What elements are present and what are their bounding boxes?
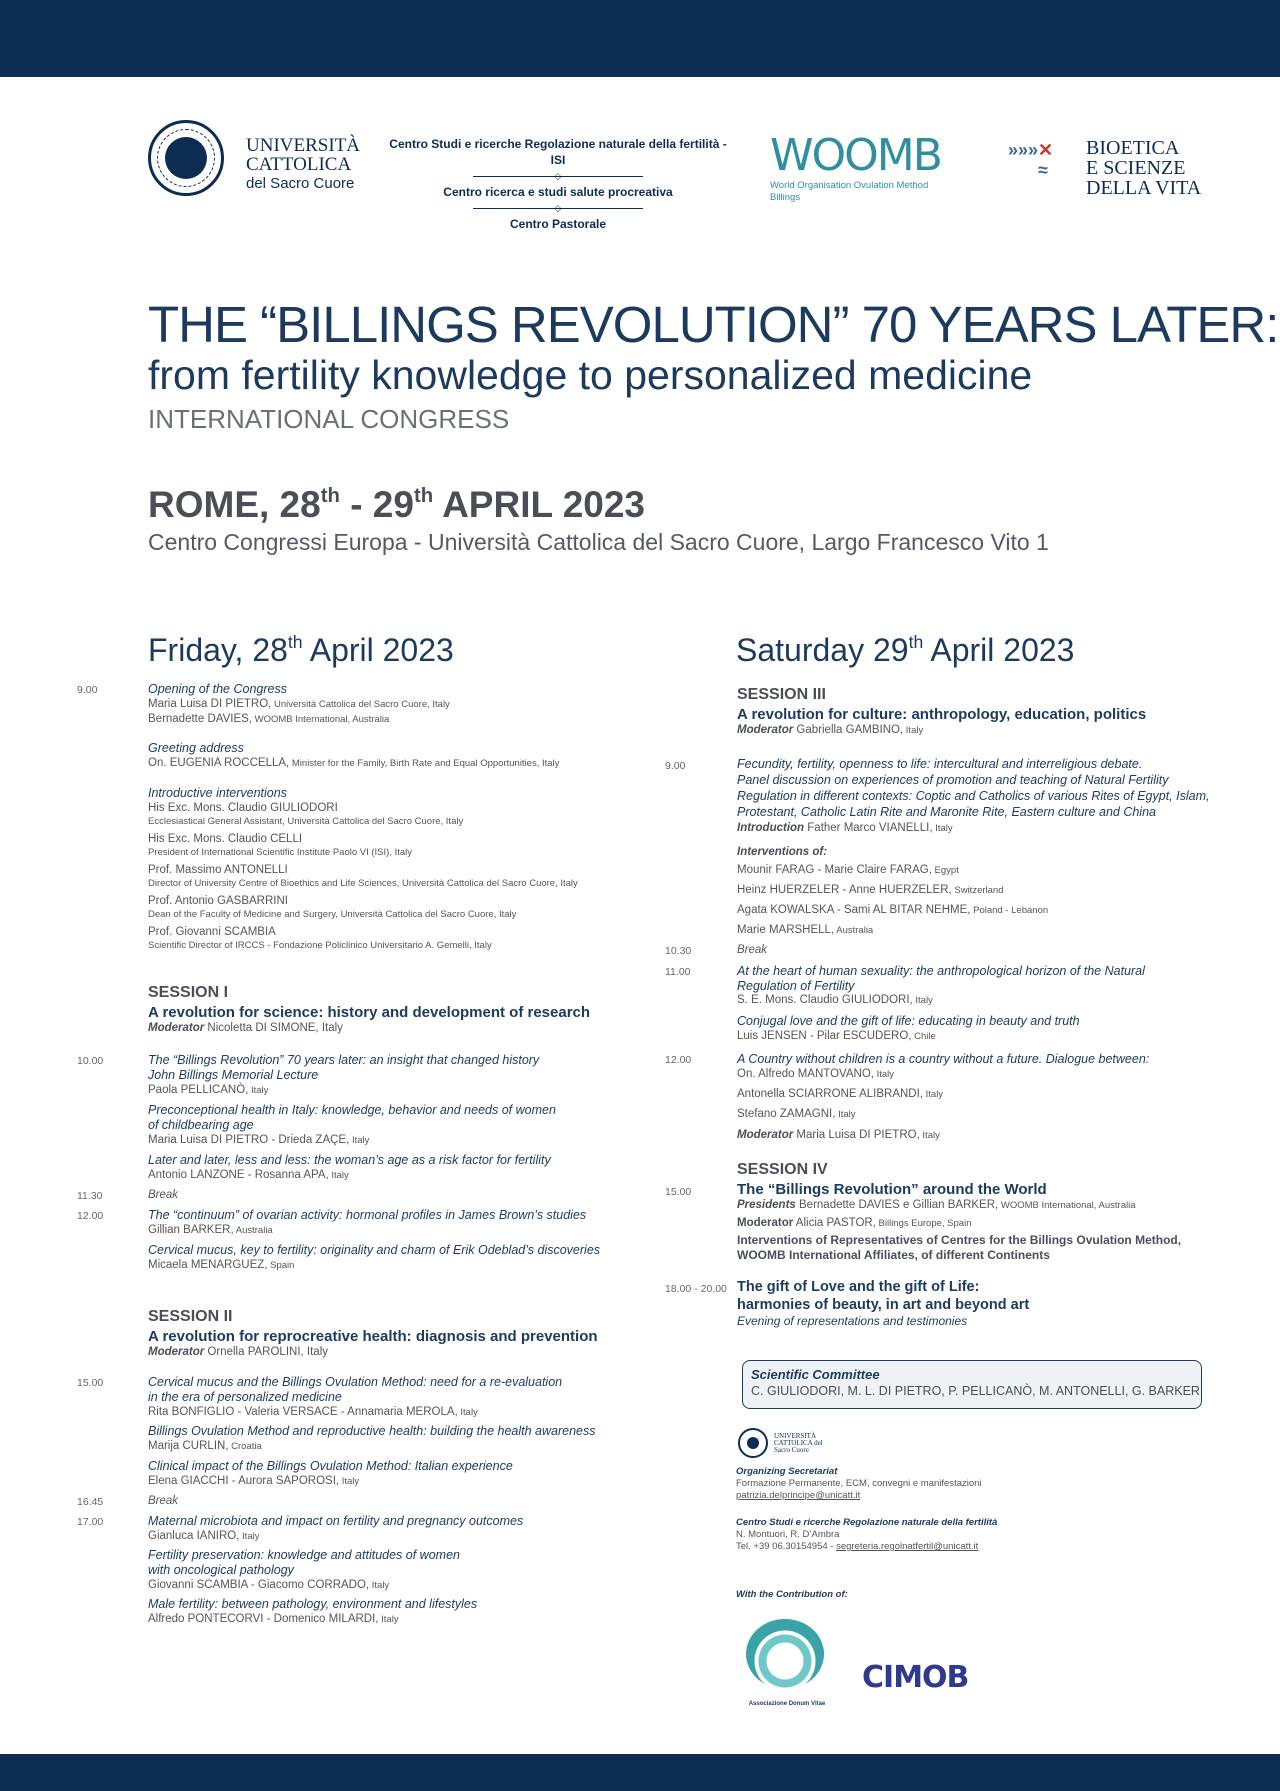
affiliation: Director of University Centre of Bioethics and Life Sciences, Università Cattolica del Sacro Cuore, Italy (148, 878, 578, 889)
session-title: A revolution for culture: anthropology, education, politics (737, 706, 1147, 723)
break-label: Break (148, 1189, 179, 1201)
secretariat-email[interactable]: patrizia.delprincipe@unicatt.it (736, 1490, 861, 1501)
talk-title: Preconceptional health in Italy: knowledge, behavior and needs of women (148, 1103, 556, 1117)
congress-venue: Centro Congressi Europa - Università Cattolica del Sacro Cuore, Largo Francesco Vito 1 (148, 529, 1049, 555)
presidents: Presidents Bernadette DAVIES e Gillian BARKER, WOOMB International, Australia (737, 1199, 1136, 1211)
moderator: Moderator Ornella PAROLINI, Italy (148, 1346, 329, 1358)
bottom-band (0, 1754, 1280, 1791)
research-centre-contacts: Tel. +39 06.30154954 - segreteria.regolnatfertil@unicatt.it (736, 1541, 979, 1552)
speaker: On. EUGENIA ROCCELLA, Minister for the Family, Birth Rate and Equal Opportunities, Italy (148, 757, 560, 769)
committee-heading: Scientific Committee (751, 1367, 880, 1382)
session-title: The “Billings Revolution” around the World (737, 1181, 1047, 1198)
ucsc-seal-icon (148, 120, 224, 196)
time-label: 18.00 - 20.00 (665, 1283, 727, 1295)
break-label: Break (148, 1495, 179, 1507)
introduction: Introduction Father Marco VIANELLI, Italy (737, 822, 953, 834)
top-band (0, 0, 1280, 77)
talk-title: The “Billings Revolution” 70 years later: an insight that changed history (148, 1053, 540, 1067)
speaker: Marie MARSHELL, Australia (737, 924, 874, 936)
moderator: Moderator Maria Luisa DI PIETRO, Italy (737, 1129, 940, 1141)
congress-subtitle: from fertility knowledge to personalized medicine (148, 352, 1033, 398)
speaker: Alfredo PONTECORVI - Domenico MILARDI, Italy (148, 1613, 399, 1625)
speaker: Agata KOWALSKA - Sami AL BITAR NEHME, Poland - Lebanon (737, 904, 1049, 916)
speaker: Gianluca IANIRO, Italy (148, 1530, 260, 1542)
talk-title: Cervical mucus and the Billings Ovulation Method: need for a re-evaluation (148, 1375, 563, 1389)
speaker: Rita BONFIGLIO - Valeria VERSACE - Annamaria MEROLA, Italy (148, 1406, 478, 1418)
speaker: Prof. Giovanni SCAMBIA (148, 926, 276, 938)
bioetica-arrows-icon: »»»✕ ≈ (1008, 140, 1054, 180)
talk-title: Male fertility: between pathology, environment and lifestyles (148, 1597, 478, 1611)
secretariat-block (736, 1466, 982, 1502)
speaker: His Exc. Mons. Claudio GIULIODORI (148, 802, 338, 814)
divider (388, 200, 728, 216)
session-label: SESSION IV (737, 1161, 828, 1178)
talk-title: Later and later, less and less: the woman’s age as a risk factor for fertility (148, 1153, 551, 1167)
speaker: Antonio LANZONE - Rosanna APA, Italy (148, 1169, 349, 1181)
time-label: 11.00 (665, 966, 691, 978)
talk-title: Opening of the Congress (148, 682, 287, 696)
friday-heading: Friday, 28th April 2023 (148, 631, 454, 668)
scientific-committee-box (742, 1360, 1202, 1409)
time-label: 12.00 (665, 1054, 692, 1066)
research-centre-heading: Centro Studi e ricerche Regolazione naturale della fertilità (736, 1517, 998, 1528)
time-label: 10.30 (665, 945, 692, 957)
speaker: Prof. Antonio GASBARRINI (148, 895, 288, 907)
talk-title: Clinical impact of the Billings Ovulation Method: Italian experience (148, 1459, 513, 1473)
talk-title: Billings Ovulation Method and reproductive health: building the health awareness (148, 1424, 596, 1438)
talk-title: Introductive interventions (148, 786, 287, 800)
session-label: SESSION III (737, 686, 826, 703)
talk-title: Conjugal love and the gift of life: educating in beauty and truth (737, 1014, 1080, 1028)
session-label: SESSION I (148, 984, 229, 1001)
time-label: 16.45 (77, 1496, 104, 1508)
speaker: Micaela MENARGUEZ, Spain (148, 1259, 295, 1271)
session-title: A revolution for science: history and development of research (148, 1004, 591, 1021)
affiliation: Dean of the Faculty of Medicine and Surgery, Università Cattolica del Sacro Cuore, Italy (148, 909, 517, 920)
woomb-tagline: World Organisation Ovulation Method Billings (770, 180, 929, 203)
saturday-heading: Saturday 29th April 2023 (736, 631, 1075, 668)
time-label: 15.00 (77, 1377, 104, 1389)
speaker: Elena GIACCHI - Aurora SAPOROSI, Italy (148, 1475, 360, 1487)
evening-title: harmonies of beauty, in art and beyond art (737, 1297, 1030, 1313)
speaker: Luis JENSEN - Pilar ESCUDERO, Chile (737, 1030, 936, 1042)
ucsc-small-logo (738, 1428, 858, 1462)
moderator: Moderator Gabriella GAMBINO, Italy (737, 724, 924, 736)
woomb-mark: WOOMB (770, 130, 941, 181)
time-label: 9.00 (665, 760, 686, 772)
talk-title: The “continuum” of ovarian activity: hormonal profiles in James Brown’s studies (148, 1208, 587, 1222)
session-title: A revolution for reprocreative health: diagnosis and prevention (148, 1328, 598, 1345)
break-label: Break (737, 944, 768, 956)
time-label: 12.00 (77, 1210, 104, 1222)
speaker: Maria Luisa DI PIETRO, Università Cattolica del Sacro Cuore, Italy (148, 698, 450, 710)
committee-members: C. GIULIODORI, M. L. DI PIETRO, P. PELLICANÒ, M. ANTONELLI, G. BARKER (751, 1384, 1200, 1398)
talk-title: John Billings Memorial Lecture (148, 1068, 319, 1082)
talk-title: Fecundity, fertility, openness to life: intercultural and interreligious debate. (737, 757, 1143, 771)
centre-pastoral: Centro Pastorale (509, 217, 607, 231)
talk-title: Regulation of Fertility (737, 979, 855, 993)
research-centre-names: N. Montuori, R. D’Ambra (736, 1529, 840, 1540)
speaker: Mounir FARAG - Marie Claire FARAG, Egypt (737, 864, 959, 876)
contribution-label: With the Contribution of: (736, 1589, 848, 1600)
talk-title: Protestant, Catholic Latin Rite and Maronite Rite, Eastern culture and China (737, 805, 1156, 819)
speaker: Heinz HUERZELER - Anne HUERZELER, Switzerland (737, 884, 1004, 896)
woomb-logo (770, 130, 960, 203)
talk-title: Greeting address (148, 741, 244, 755)
time-label: 10.00 (77, 1055, 104, 1067)
affiliation: Ecclesiastical General Assistant, Università Cattolica del Sacro Cuore, Italy (148, 816, 464, 827)
moderator: Moderator Nicoletta DI SIMONE, Italy (148, 1022, 343, 1034)
time-label: 9.00 (77, 684, 98, 696)
speaker: Paola PELLICANÒ, Italy (148, 1084, 269, 1096)
interventions-label: Interventions of: (737, 846, 828, 858)
ucsc-small-seal-icon (738, 1428, 768, 1458)
evening-subtitle: Evening of representations and testimonies (737, 1314, 968, 1328)
session-label: SESSION II (148, 1308, 233, 1325)
speaker: Marija CURLIN, Croatia (148, 1440, 262, 1452)
talk-title: Regulation in different contexts: Coptic and Catholics of various Rites of Egypt, Islam, (737, 789, 1210, 803)
ucsc-small-wordmark: UNIVERSITÀ CATTOLICA del Sacro Cuore (774, 1432, 823, 1454)
secretariat-line: Formazione Permanente, ECM, convegni e manifestazioni (736, 1478, 982, 1489)
cimob-logo: CIMOB (862, 1660, 969, 1695)
talk-title: Maternal microbiota and impact on fertility and pregnancy outcomes (148, 1514, 524, 1528)
talk-title: with oncological pathology (148, 1563, 294, 1577)
donum-vitae-logo (742, 1615, 832, 1713)
ucsc-wordmark: UNIVERSITÀ CATTOLICA del Sacro Cuore (246, 135, 360, 192)
talk-title: Cervical mucus, key to fertility: originality and charm of Erik Odeblad’s discoveries (148, 1243, 601, 1257)
centres-block (388, 136, 728, 232)
centre-isi: Centro Studi e ricerche Regolazione naturale della fertilità - ISI (389, 137, 727, 167)
research-centre-block (736, 1517, 997, 1553)
secretariat-heading: Organizing Secretariat (736, 1466, 838, 1477)
interventions-line: WOOMB International Affiliates, of different Continents (737, 1248, 1050, 1262)
time-label: 11.30 (77, 1190, 103, 1202)
talk-title: At the heart of human sexuality: the anthropological horizon of the Natural (737, 964, 1145, 978)
donum-vitae-caption: Associazione Donum Vitae (748, 1701, 826, 1707)
evening-title: The gift of Love and the gift of Life: (737, 1279, 980, 1295)
time-label: 15.00 (665, 1186, 692, 1198)
talk-title: Panel discussion on experiences of promotion and teaching of Natural Fertility (737, 773, 1169, 787)
donum-vitae-icon (746, 1619, 824, 1689)
talk-title: A Country without children is a country without a future. Dialogue between: (737, 1052, 1150, 1066)
affiliation: Scientific Director of IRCCS - Fondazione Policlinico Universitario A. Gemelli, Italy (148, 940, 492, 951)
speaker: Gillian BARKER, Australia (148, 1224, 273, 1236)
research-centre-email[interactable]: segreteria.regolnatfertil@unicatt.it (836, 1541, 979, 1552)
talk-title: of childbearing age (148, 1118, 254, 1132)
speaker: Maria Luisa DI PIETRO - Drieda ZAÇE, Italy (148, 1134, 370, 1146)
talk-title: in the era of personalized medicine (148, 1390, 342, 1404)
bioetica-logo (1008, 138, 1238, 198)
speaker: Antonella SCIARRONE ALIBRANDI, Italy (737, 1088, 944, 1100)
speaker: Prof. Massimo ANTONELLI (148, 864, 288, 876)
speaker: Giovanni SCAMBIA - Giacomo CORRADO, Italy (148, 1579, 390, 1591)
congress-dates: ROME, 28th - 29th APRIL 2023 (148, 484, 646, 525)
speaker: Bernadette DAVIES, WOOMB International, Australia (148, 713, 390, 725)
divider (388, 168, 728, 184)
speaker: S. E. Mons. Claudio GIULIODORI, Italy (737, 994, 933, 1006)
congress-kind: INTERNATIONAL CONGRESS (148, 404, 510, 434)
interventions-line: Interventions of Representatives of Centres for the Billings Ovulation Method, (737, 1233, 1182, 1247)
ucsc-logo (148, 120, 398, 205)
speaker: His Exc. Mons. Claudio CELLI (148, 833, 303, 845)
speaker: Stefano ZAMAGNI, Italy (737, 1108, 856, 1120)
moderator: Moderator Alicia PASTOR, Billings Europe, Spain (737, 1217, 972, 1229)
talk-title: Fertility preservation: knowledge and attitudes of women (148, 1548, 460, 1562)
affiliation: President of International Scientific Institute Paolo VI (ISI), Italy (148, 847, 413, 858)
centre-procreative: Centro ricerca e studi salute procreativa (443, 185, 673, 199)
bioetica-wordmark: BIOETICA E SCIENZE DELLA VITA (1086, 137, 1202, 199)
time-label: 17.00 (77, 1516, 104, 1528)
congress-title: THE “BILLINGS REVOLUTION” 70 YEARS LATER: (148, 296, 1279, 353)
speaker: On. Alfredo MANTOVANO, Italy (737, 1068, 895, 1080)
